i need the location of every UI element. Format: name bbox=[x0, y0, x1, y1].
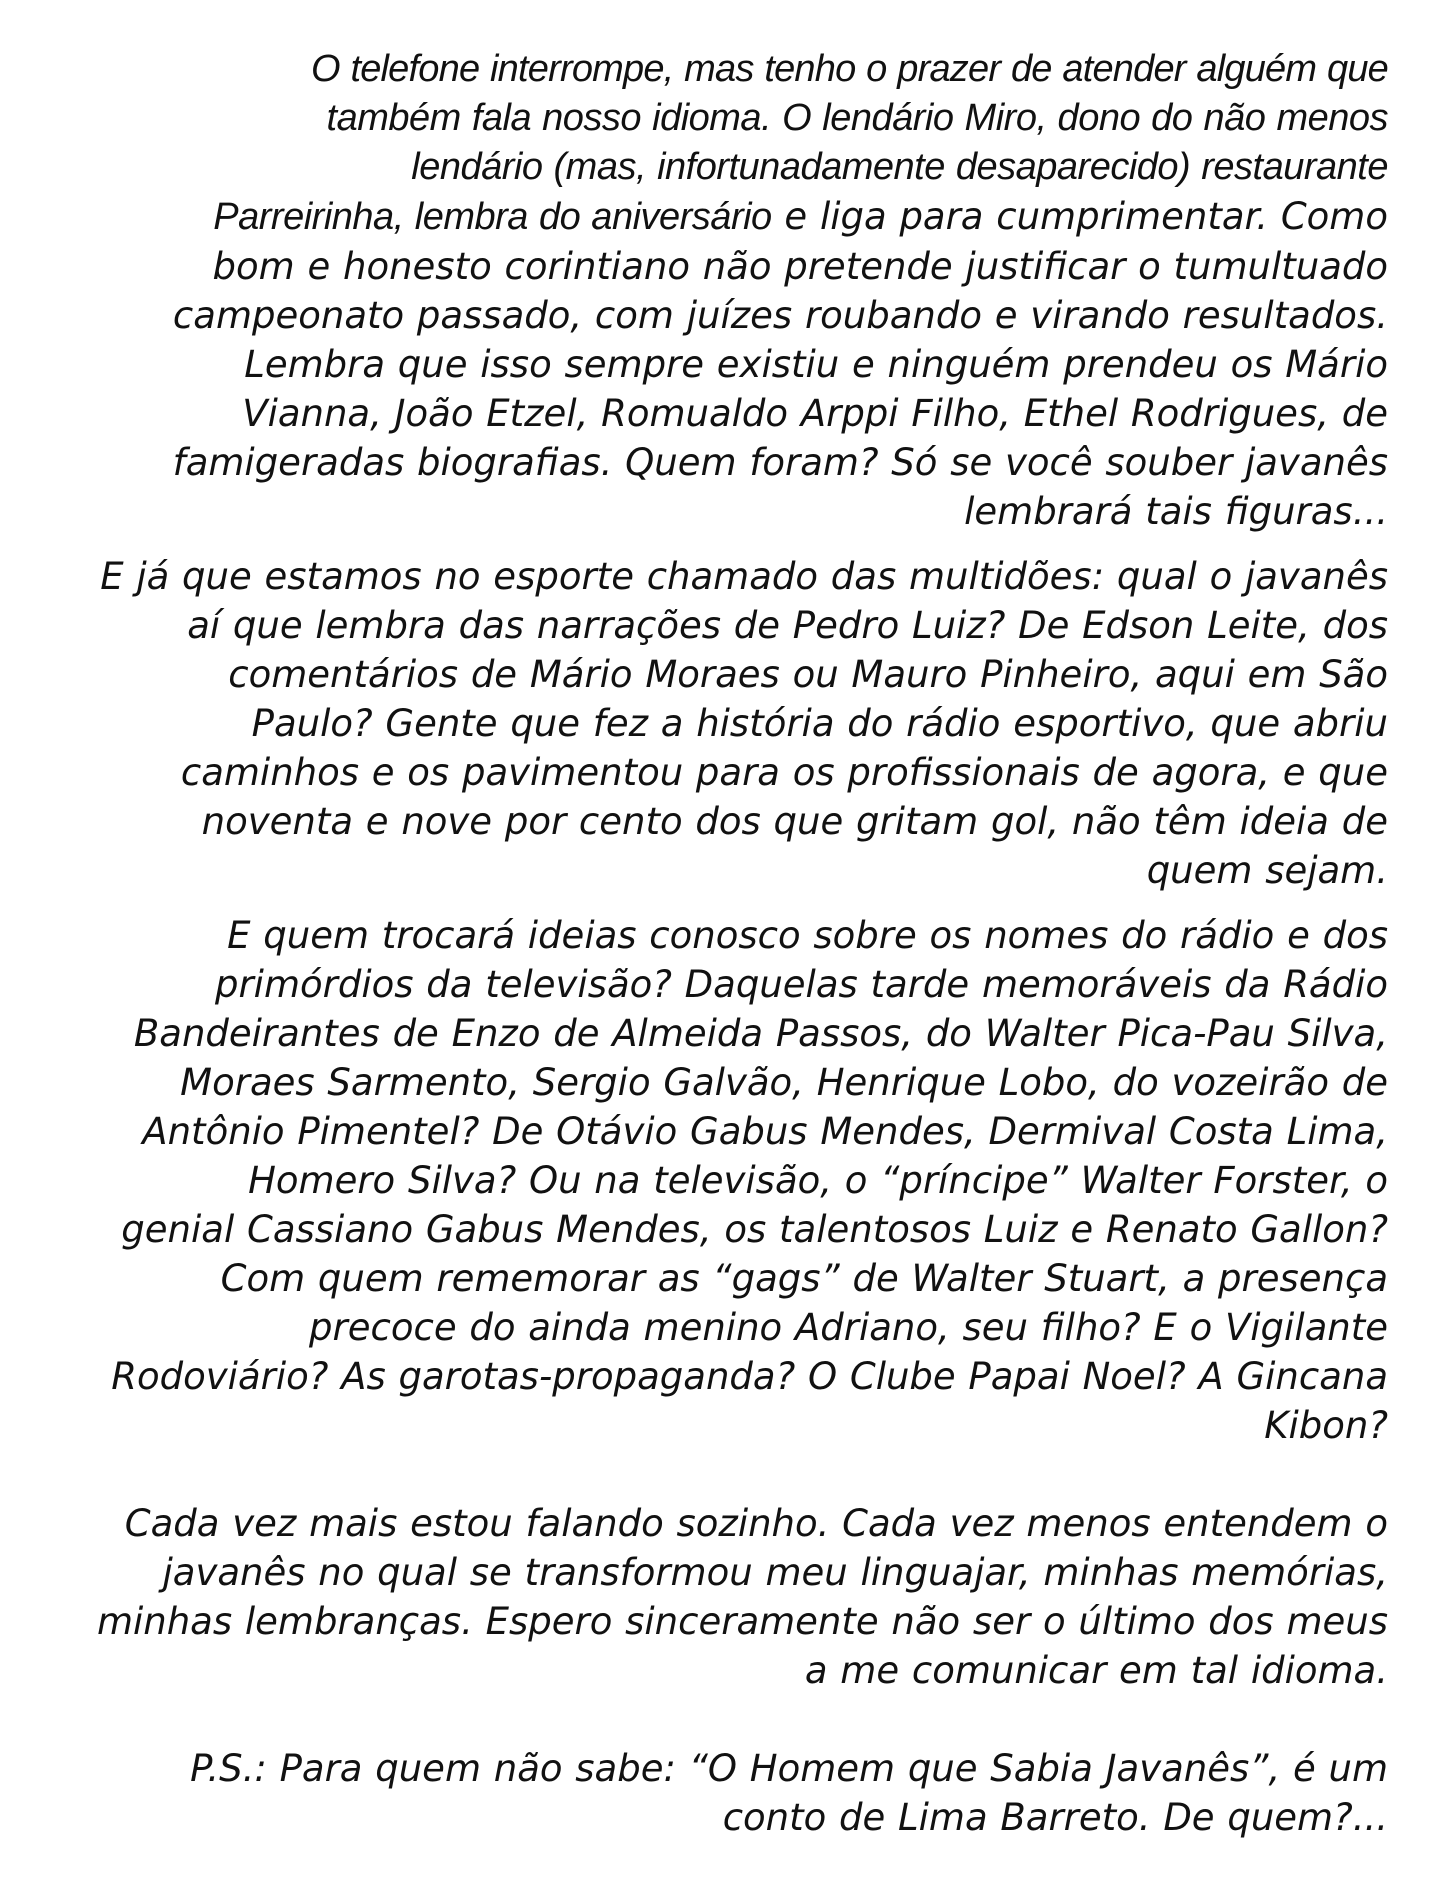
text-line: Com quem rememorar as “gags” de Walter Stuart, a presença bbox=[220, 1257, 1388, 1300]
text-line: conto de Lima Barreto. De quem?... bbox=[722, 1796, 1388, 1839]
postscript bbox=[50, 1744, 1388, 1842]
text-line: precoce do ainda menino Adriano, seu filho? E o Vigilante bbox=[309, 1306, 1388, 1349]
text-line: comentários de Mário Moraes ou Mauro Pinheiro, aqui em São bbox=[228, 653, 1388, 696]
text-line: Homero Silva? Ou na televisão, o “príncipe” Walter Forster, o bbox=[248, 1159, 1388, 1202]
paragraph-1 bbox=[50, 45, 1388, 536]
text-segment: e liga para cumprimentar. Como bbox=[771, 195, 1388, 238]
text-line: Bandeirantes de Enzo de Almeida Passos, do Walter Pica-Pau Silva, bbox=[133, 1012, 1388, 1055]
text-line: campeonato passado, com juízes roubando e virando resultados. bbox=[172, 294, 1388, 337]
text-line: também fala nosso idioma. O lendário Miro, dono do não menos bbox=[326, 97, 1388, 139]
text-line-mixed bbox=[50, 192, 1388, 242]
text-line: quem sejam. bbox=[1146, 849, 1388, 892]
text-line: lendário (mas, infortunadamente desaparecido) restaurante bbox=[411, 146, 1388, 188]
text-line: Moraes Sarmento, Sergio Galvão, Henrique Lobo, do vozeirão de bbox=[180, 1061, 1388, 1104]
text-line: Vianna, João Etzel, Romualdo Arppi Filho, Ethel Rodrigues, de bbox=[242, 392, 1388, 435]
text-line: Cada vez mais estou falando sozinho. Cada vez menos entendem o bbox=[124, 1502, 1388, 1545]
paragraph-2 bbox=[50, 552, 1388, 895]
text-line: aí que lembra das narrações de Pedro Luiz? De Edson Leite, dos bbox=[187, 604, 1388, 647]
text-line: genial Cassiano Gabus Mendes, os talentosos Luiz e Renato Gallon? bbox=[121, 1208, 1388, 1251]
text-line: famigeradas biografias. Quem foram? Só se você souber javanês bbox=[172, 441, 1388, 484]
text-line: minhas lembranças. Espero sinceramente não ser o último dos meus bbox=[96, 1600, 1388, 1643]
text-line: Lembra que isso sempre existiu e ninguém prendeu os Mário bbox=[244, 343, 1388, 386]
text-segment: Parreirinha, lembra do aniversário bbox=[213, 196, 772, 238]
text-line: E quem trocará ideias conosco sobre os nomes do rádio e dos bbox=[227, 914, 1388, 957]
text-line: O telefone interrompe, mas tenho o prazer de atender alguém que bbox=[310, 48, 1388, 90]
text-line: Kibon? bbox=[1264, 1404, 1388, 1447]
text-line: javanês no qual se transformou meu linguajar, minhas memórias, bbox=[162, 1551, 1388, 1594]
text-line: primórdios da televisão? Daquelas tarde memoráveis da Rádio bbox=[214, 963, 1388, 1006]
document-page bbox=[50, 45, 1388, 1842]
text-line: caminhos e os pavimentou para os profissionais de agora, e que bbox=[180, 751, 1388, 794]
text-line: lembrará tais figuras... bbox=[964, 490, 1388, 533]
text-line: a me comunicar em tal idioma. bbox=[804, 1649, 1388, 1692]
text-line: Paulo? Gente que fez a história do rádio esportivo, que abriu bbox=[251, 702, 1388, 745]
text-line: P.S.: Para quem não sabe: “O Homem que Sabia Javanês”, é um bbox=[190, 1747, 1388, 1790]
text-line: E já que estamos no esporte chamado das multidões: qual o javanês bbox=[100, 555, 1388, 598]
paragraph-4 bbox=[50, 1499, 1388, 1695]
text-line: Antônio Pimentel? De Otávio Gabus Mendes, Dermival Costa Lima, bbox=[142, 1110, 1388, 1153]
text-line: bom e honesto corintiano não pretende justificar o tumultuado bbox=[212, 245, 1388, 288]
text-line: noventa e nove por cento dos que gritam gol, não têm ideia de bbox=[201, 800, 1388, 843]
paragraph-3 bbox=[50, 911, 1388, 1450]
text-line: Rodoviário? As garotas-propaganda? O Clube Papai Noel? A Gincana bbox=[111, 1355, 1388, 1398]
